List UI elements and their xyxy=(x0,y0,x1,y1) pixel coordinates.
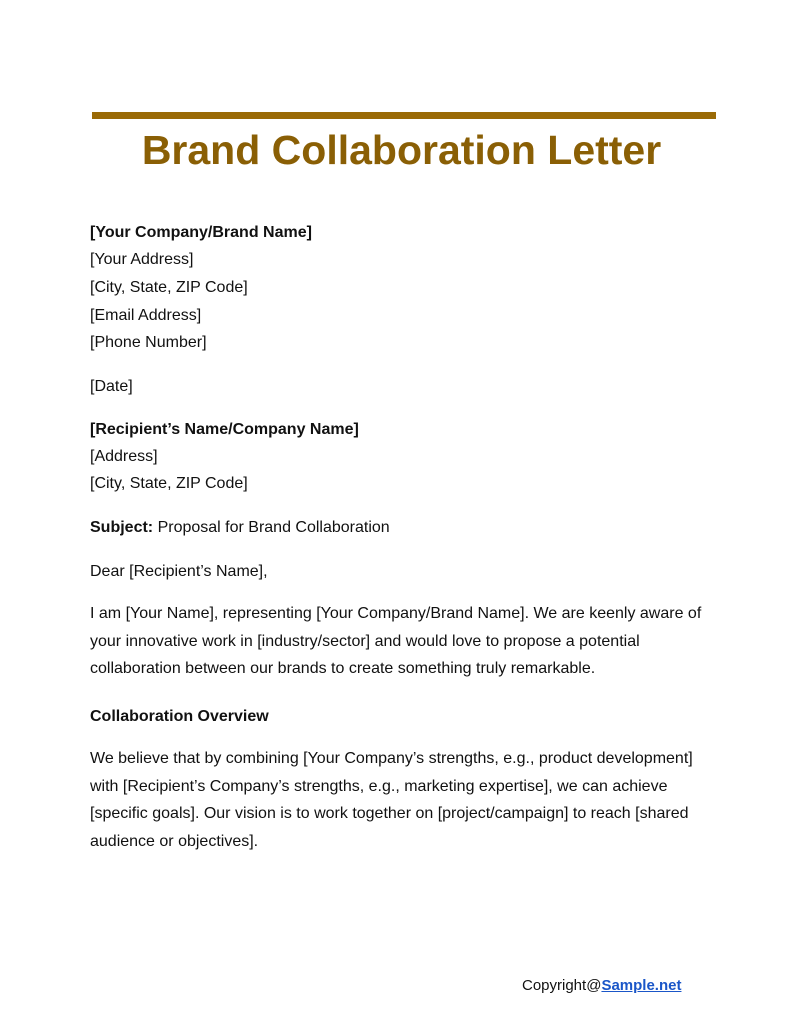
sender-email: [Email Address] xyxy=(90,307,202,324)
sender-name: [Your Company/Brand Name] xyxy=(90,224,312,241)
subject-label: Subject: xyxy=(90,519,154,536)
overview-heading: Collaboration Overview xyxy=(90,708,269,725)
salutation: Dear [Recipient’s Name], xyxy=(90,563,268,580)
recipient-address: [Address] xyxy=(90,448,158,465)
footer-copyright xyxy=(522,976,681,996)
overview-paragraph: We believe that by combining [Your Company’s strengths, e.g., product development] with [Recipient’s Company’s strengths, e.g., marketing expertise], we can achieve [specific goals]. Our vision is to work together on [project/campaign] to reach [shared audience or objectives]. xyxy=(90,750,693,850)
title-rule xyxy=(92,112,716,119)
sample-net-link[interactable]: Sample.net xyxy=(601,977,682,994)
sender-city: [City, State, ZIP Code] xyxy=(90,279,248,296)
letter-date: [Date] xyxy=(90,378,133,395)
copyright-prefix: Copyright@ xyxy=(522,977,602,994)
recipient-city: [City, State, ZIP Code] xyxy=(90,475,248,492)
page-title: Brand Collaboration Letter xyxy=(141,127,662,173)
intro-paragraph: I am [Your Name], representing [Your Company/Brand Name]. We are keenly aware of your innovative work in [industry/sector] and would love to propose a potential collaboration between our brands to create something truly remarkable. xyxy=(90,605,702,677)
recipient-name: [Recipient’s Name/Company Name] xyxy=(90,421,359,438)
subject-text: Proposal for Brand Collaboration xyxy=(153,519,390,536)
sender-address: [Your Address] xyxy=(90,251,194,268)
subject-line xyxy=(90,518,390,538)
sender-phone: [Phone Number] xyxy=(90,334,207,351)
